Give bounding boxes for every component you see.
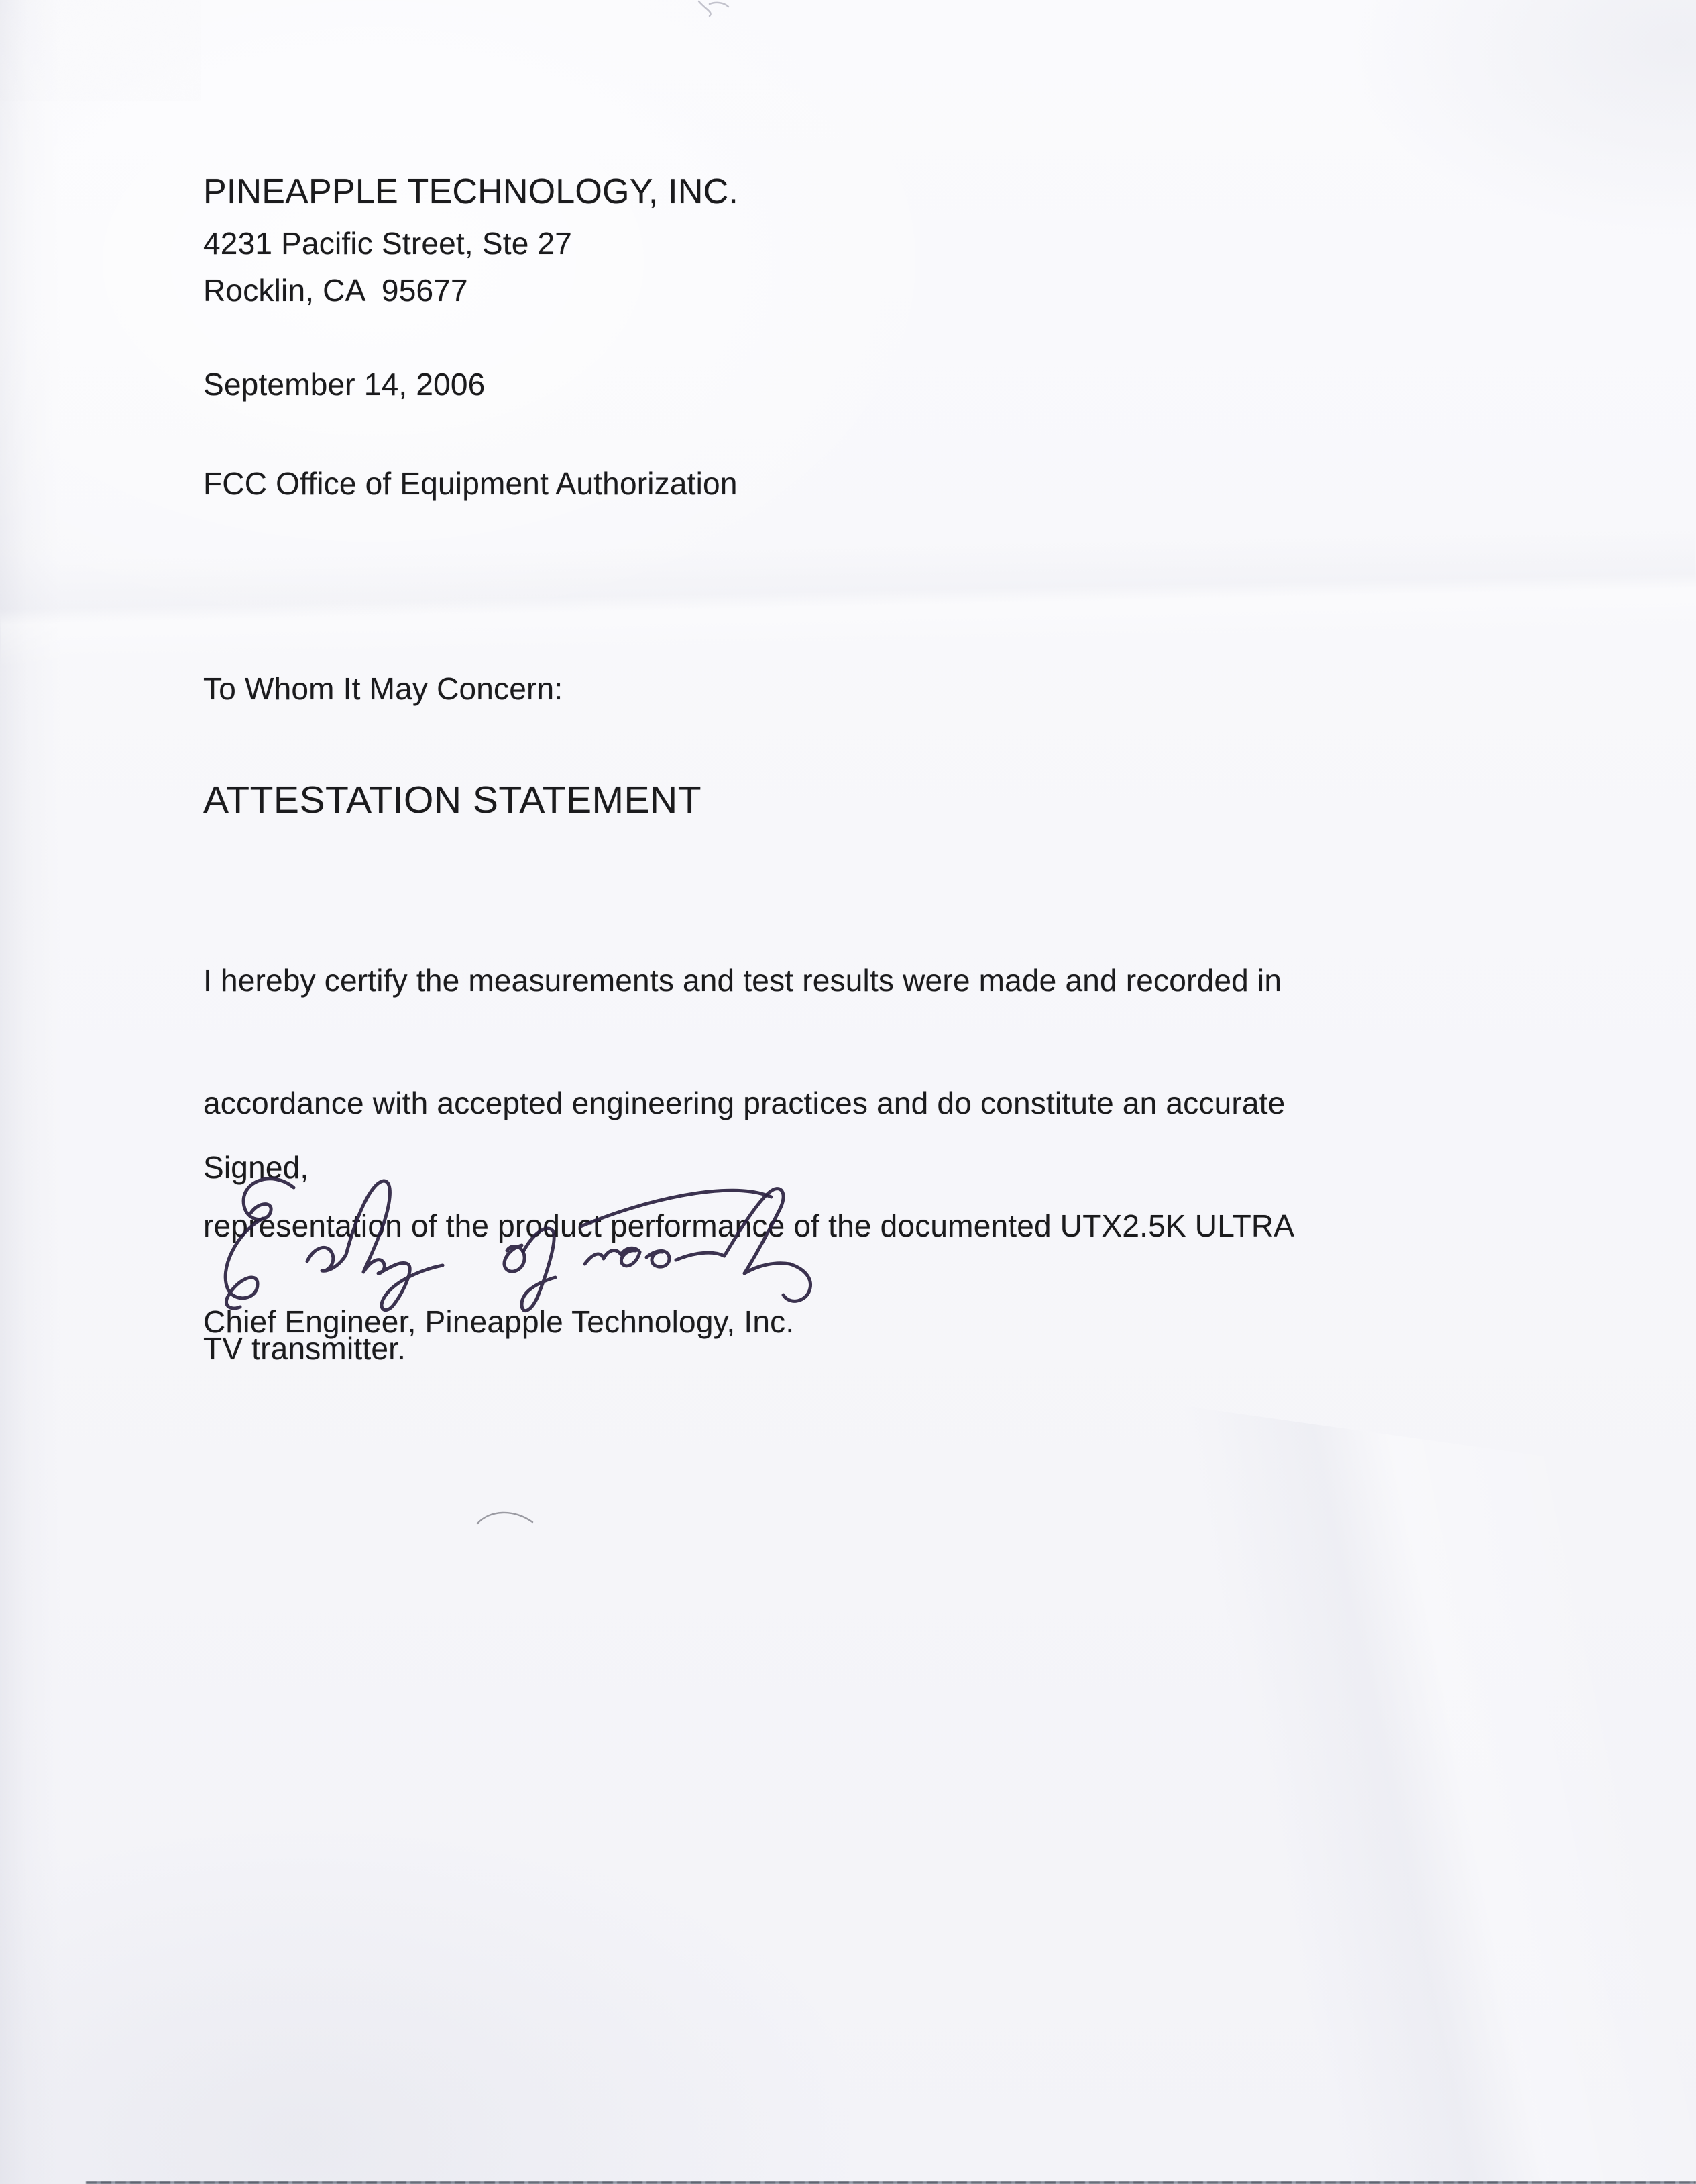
signature-ink-icon — [201, 1163, 832, 1324]
pencil-arc-mark — [475, 1507, 535, 1530]
handwritten-signature — [201, 1163, 832, 1324]
letter-salutation: To Whom It May Concern: — [203, 671, 563, 706]
body-line-1: I hereby certify the measurements and test results were made and recorded in — [203, 963, 1282, 998]
scan-artifact-top-mark — [689, 0, 739, 17]
body-line-3: representation of the product performance of the documented UTX2.5K ULTRA — [203, 1208, 1295, 1243]
paper-grain-texture — [0, 0, 201, 101]
scan-artifact-bottom-edge — [86, 2181, 1696, 2184]
paper-fold-crease — [0, 526, 1696, 669]
paper-crease-bottom-right — [850, 1376, 1696, 2184]
letterhead-address-line2: Rocklin, CA 95677 — [203, 273, 468, 308]
letter-closing: Signed, — [203, 1150, 309, 1185]
letter-title: ATTESTATION STATEMENT — [203, 779, 702, 821]
body-line-2: accordance with accepted engineering practices and do constitute an accurate — [203, 1086, 1286, 1120]
signer-title: Chief Engineer, Pineapple Technology, Inc. — [203, 1304, 795, 1339]
letter-recipient: FCC Office of Equipment Authorization — [203, 466, 738, 501]
body-line-4: TV transmitter. — [203, 1331, 406, 1366]
letterhead-company: PINEAPPLE TECHNOLOGY, INC. — [203, 172, 738, 211]
letterhead-address-line1: 4231 Pacific Street, Ste 27 — [203, 226, 573, 261]
letter-date: September 14, 2006 — [203, 367, 486, 402]
